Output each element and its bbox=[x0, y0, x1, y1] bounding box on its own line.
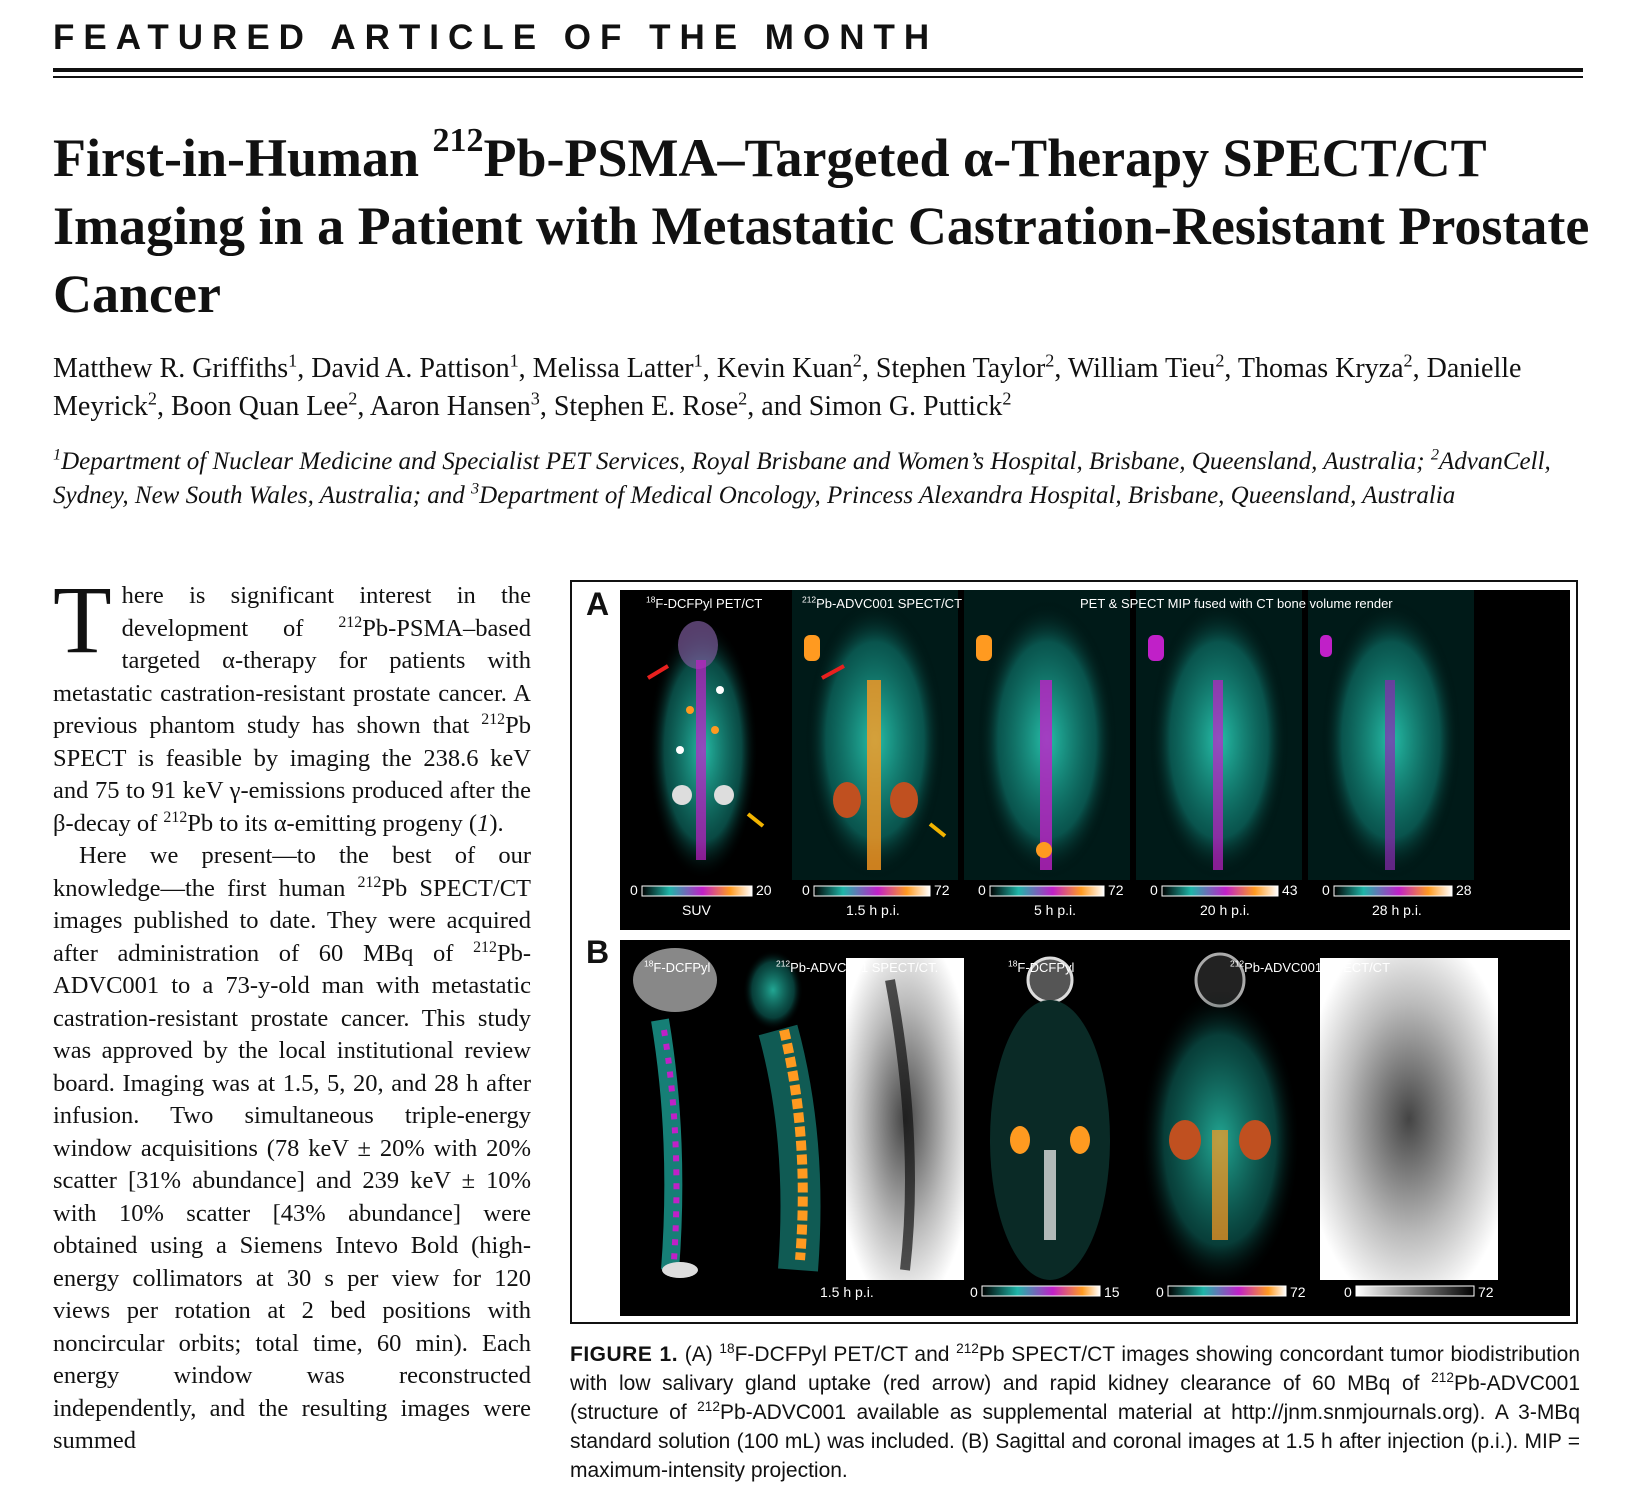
scale-max: 43 bbox=[1282, 882, 1298, 898]
drop-cap: T bbox=[53, 566, 112, 673]
author-name: Thomas Kryza bbox=[1237, 353, 1404, 384]
scale-min: 0 bbox=[1322, 882, 1330, 898]
author-affiliation-marker: 2 bbox=[738, 388, 748, 409]
affiliation-number: 1 bbox=[53, 445, 62, 464]
affiliations bbox=[53, 445, 1593, 513]
scale-max: 20 bbox=[756, 882, 772, 898]
author-list: Matthew R. Griffiths$^1$, David A. Pattison$^1$, Melissa Latter$^1$, Kevin Kuan$^2$, Stephen Taylor$^2$, William Tieu$^2$, Thomas Kryza$^2$, Danielle Meyrick$^2$, Boon Quan Lee$^2$, Aaron Hansen$^3$, Stephen E. Rose$^2$, and Simon G. Puttick$^2$ bbox=[53, 350, 1522, 422]
affiliation-text: Department of Nuclear Medicine and Specialist PET Services, Royal Brisbane and Women’s Hospital, Brisbane, Queensland, Australia; bbox=[61, 448, 1431, 475]
author-name: Melissa Latter bbox=[532, 353, 694, 384]
scale-min: 0 bbox=[978, 882, 986, 898]
author-affiliation-marker: 1 bbox=[693, 350, 703, 371]
scale-label: 20 h p.i. bbox=[1200, 902, 1250, 918]
author-affiliation-marker: 3 bbox=[530, 388, 540, 409]
scale-min: 0 bbox=[1344, 1284, 1352, 1300]
header-rule-thick bbox=[53, 68, 1583, 72]
scale-min: 0 bbox=[970, 1284, 978, 1300]
paragraph-2: Here we present—to the best of our knowledge—the first human $^{212}$Pb SPECT/CT images published to date. They were acquired after administration of 60 MBq of $^{212}$Pb-ADVC001 to a 73-y-old man with metastatic castration-resistant prostate cancer. This study was approved by the local institutional review board. Imaging was at 1.5, 5, 20, and 28 h after infusion. Two simultaneous triple-energy window acquisitions (78 keV ± 20% with 20% scatter [31% abundance] and 239 keV ± 10% with 10% scatter [43% abundance] were obtained using a Siemens Intevo Bold (high-energy collimators at 30 s per view for 120 views per rotation at 2 bed positions with noncircular orbits; total time, 60 min). Each energy window was reconstructed independently, and the resulting images were summed bbox=[53, 842, 532, 1454]
caption-label: FIGURE 1. bbox=[570, 1343, 679, 1366]
scale-max: 72 bbox=[1108, 882, 1124, 898]
author-affiliation-marker: 2 bbox=[1045, 350, 1055, 371]
sagittal-spect-tile bbox=[743, 950, 803, 1270]
article-title: First-in-Human $^{212}$Pb-PSMA–Targeted α-Therapy SPECT/CT Imaging in a Patient with Metastatic Castration-Resistant Prostate Cancer bbox=[53, 122, 1590, 324]
scale-max: 28 bbox=[1456, 882, 1472, 898]
affiliation-text: AdvanCell, Sydney, New South Wales, Australia; and bbox=[53, 448, 1551, 509]
author-affiliation-marker: 2 bbox=[852, 350, 862, 371]
author-affiliation-marker: 2 bbox=[348, 388, 358, 409]
figure-caption: FIGURE 1. (A) $^{18}$F-DCFPyl PET/CT and $^{212}$Pb SPECT/CT images showing concordant tumor biodistribution with low salivary gland uptake (red arrow) and rapid kidney clearance of 60 MBq of $^{212}$Pb-ADVC001 (structure of $^{212}$Pb-ADVC001 available as supplemental material at http://jnm.snmjournals.org). A 3-MBq standard solution (100 mL) was included. (B) Sagittal and coronal images at 1.5 h after injection (p.i.). MIP = maximum-intensity projection. bbox=[570, 1341, 1581, 1482]
author-name: Stephen Taylor bbox=[875, 353, 1046, 384]
section-header: FEATURED ARTICLE OF THE MONTH bbox=[53, 18, 939, 57]
author-affiliation-marker: 1 bbox=[509, 350, 519, 371]
author-name: Matthew R. Griffiths bbox=[53, 353, 289, 384]
panel-a-label: A bbox=[586, 586, 610, 622]
mip-5h-tile bbox=[964, 590, 1130, 880]
tile-header: PET & SPECT MIP fused with CT bone volume render bbox=[1080, 596, 1393, 611]
pet-ct-tile bbox=[620, 590, 786, 880]
scale-min: 0 bbox=[1156, 1284, 1164, 1300]
colorbar bbox=[1334, 886, 1452, 896]
tile-header: $^{212}$Pb-ADVC001 SPECT/CT bbox=[802, 594, 963, 611]
author-affiliation-marker: 2 bbox=[147, 388, 157, 409]
author-name: Boon Quan Lee bbox=[170, 391, 349, 422]
figure-1 bbox=[570, 580, 1578, 1324]
tile-header: $^{212}$Pb-ADVC001 SPECT/CT. bbox=[776, 958, 939, 975]
body-text bbox=[53, 566, 532, 1458]
scale-max: 72 bbox=[934, 882, 950, 898]
tile-header: $^{18}$F-DCFPyl PET/CT bbox=[646, 594, 763, 611]
scale-min: 0 bbox=[802, 882, 810, 898]
spect-1-5h-tile bbox=[792, 590, 958, 880]
mip-20h-tile bbox=[1136, 590, 1302, 880]
author-affiliation-marker: 2 bbox=[1002, 388, 1012, 409]
scale-max: 15 bbox=[1104, 1284, 1120, 1300]
colorbar bbox=[814, 886, 930, 896]
panel-b-image bbox=[620, 940, 1570, 1316]
coronal-spect-tile bbox=[1140, 954, 1300, 1290]
scale-label: 5 h p.i. bbox=[1034, 902, 1077, 918]
author-name: Aaron Hansen bbox=[369, 391, 531, 422]
author-name: David A. Pattison bbox=[311, 353, 510, 384]
affiliation-number: 2 bbox=[1430, 445, 1440, 464]
colorbar bbox=[642, 886, 752, 896]
scale-min: 0 bbox=[630, 882, 638, 898]
author-affiliation-marker: 1 bbox=[288, 350, 298, 371]
author-name: Stephen E. Rose bbox=[553, 391, 739, 422]
scale-min: 0 bbox=[1150, 882, 1158, 898]
author-name: Danielle Meyrick bbox=[53, 353, 1522, 422]
coronal-pet-tile bbox=[990, 958, 1110, 1280]
panel-b-label: B bbox=[586, 934, 610, 970]
coronal-grayscale-tile bbox=[1320, 958, 1498, 1280]
colorbar bbox=[982, 1286, 1100, 1296]
tile-header: $^{212}$Pb-ADVC001 SPECT/CT bbox=[1230, 958, 1391, 975]
author-name: and Simon G. Puttick bbox=[761, 391, 1003, 422]
author-affiliation-marker: 2 bbox=[1215, 350, 1225, 371]
colorbar bbox=[1356, 1286, 1474, 1296]
scale-label: 1.5 h p.i. bbox=[846, 902, 900, 918]
mip-28h-tile bbox=[1308, 590, 1474, 880]
paragraph-1: There is significant interest in the development of $^{212}$Pb-PSMA–based targeted α-therapy for patients with metastatic castration-resistant prostate cancer. A previous phantom study has shown that $^{212}$Pb SPECT is feasible by imaging the 238.6 keV and 75 to 91 keV γ-emissions produced after the β-decay of $^{212}$Pb to its α-emitting progeny (1). bbox=[53, 566, 531, 837]
colorbar bbox=[990, 886, 1104, 896]
time-label: 1.5 h p.i. bbox=[820, 1284, 874, 1300]
reference-link[interactable]: 1 bbox=[477, 809, 490, 837]
panel-a-graphics bbox=[620, 590, 1570, 930]
colorbar bbox=[1168, 1286, 1286, 1296]
tile-header: $^{18}$F-DCFPyl bbox=[644, 958, 711, 975]
scale-max: 72 bbox=[1478, 1284, 1494, 1300]
scale-label: SUV bbox=[682, 902, 711, 918]
author-name: William Tieu bbox=[1067, 353, 1216, 384]
scale-label: 28 h p.i. bbox=[1372, 902, 1422, 918]
tile-header: $^{18}$F-DCFPyl bbox=[1008, 958, 1075, 975]
affiliation-text: Department of Medical Oncology, Princess Alexandra Hospital, Brisbane, Queensland, Australia bbox=[479, 482, 1456, 509]
author-name: Kevin Kuan bbox=[716, 353, 853, 384]
panel-b-graphics bbox=[620, 940, 1570, 1316]
sagittal-pet-tile bbox=[633, 948, 717, 1278]
panel-a-image bbox=[620, 590, 1570, 930]
scale-max: 72 bbox=[1290, 1284, 1306, 1300]
author-affiliation-marker: 2 bbox=[1403, 350, 1413, 371]
affiliation-number: 3 bbox=[471, 479, 480, 498]
header-rule-thin bbox=[53, 76, 1583, 78]
colorbar bbox=[1162, 886, 1278, 896]
